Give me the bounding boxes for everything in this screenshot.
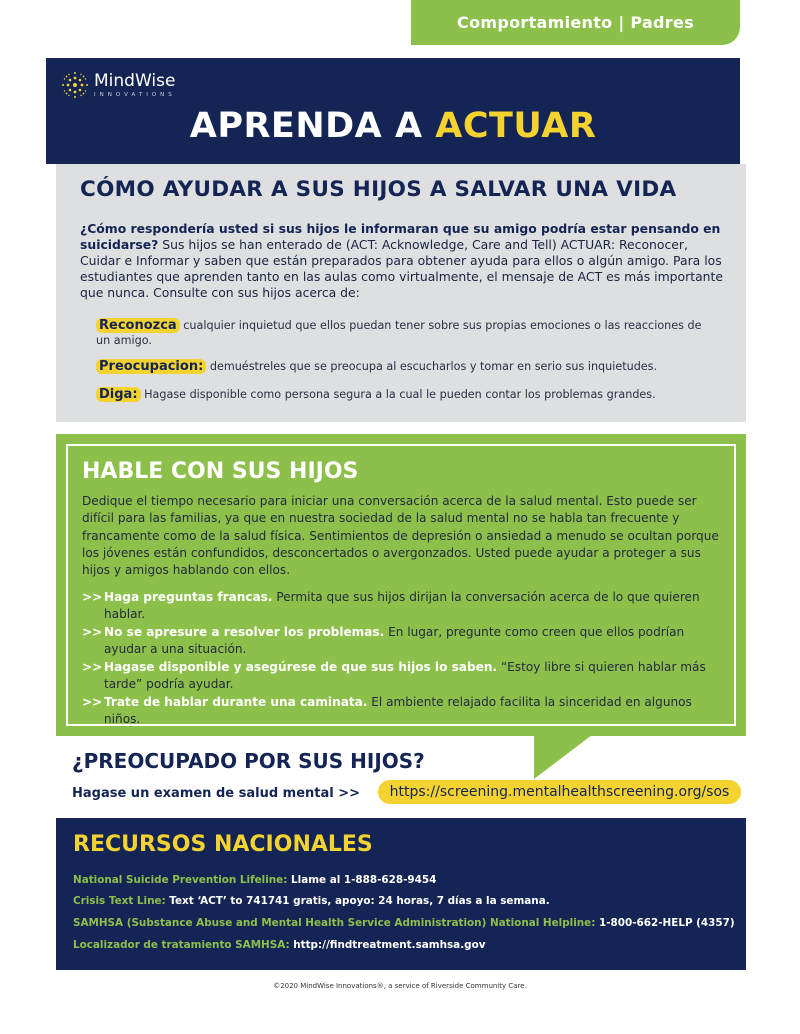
title-part1: APRENDA A — [189, 106, 436, 146]
arrow-right-icon: >> — [338, 786, 361, 801]
section1-intro — [80, 221, 730, 301]
bullet-lead: No se apresure a resolver los problemas. — [104, 625, 385, 639]
resource-line — [73, 917, 735, 929]
resource-label: SAMHSA (Substance Abuse and Mental Health Service Administration) National Helpline: — [73, 917, 596, 929]
bullet-text: “Estoy libre si quieren hablar más tarde” podría ayudar. — [104, 660, 706, 692]
help-save-life-section — [56, 164, 746, 422]
bullet-arrow-icon: >> — [82, 625, 103, 639]
act-text: cualquier inquietud que ellos puedan tener sobre sus propias emociones o las reacciones de un amigo. — [96, 319, 702, 347]
resource-line — [73, 874, 436, 886]
speech-bubble-tail — [534, 735, 592, 779]
resource-label: Crisis Text Line: — [73, 895, 166, 907]
bullet-text: El ambiente relajado facilita la sinceridad en algunos niños. — [104, 695, 692, 727]
bullet-text: Permita que sus hijos dirijan la conversación acerca de lo que quieren hablar. — [104, 590, 700, 622]
category-tab: Comportamiento | Padres — [411, 0, 740, 45]
copyright-footer: ©2020 MindWise Innovations®, a service of Riverside Community Care. — [273, 982, 527, 990]
talk-bullet — [82, 624, 722, 659]
resources-heading: RECURSOS NACIONALES — [73, 832, 373, 857]
bullet-lead: Haga preguntas francas. — [104, 590, 273, 604]
bullet-lead: Trate de hablar durante una caminata. — [104, 695, 368, 709]
section1-heading: CÓMO AYUDAR A SUS HIJOS A SALVAR UNA VIDA — [80, 177, 677, 202]
bullet-lead: Hagase disponible y asegúrese de que sus hijos lo saben. — [104, 660, 498, 674]
resource-label: National Suicide Prevention Lifeline: — [73, 874, 288, 886]
logo-subtitle: INNOVATIONS — [94, 91, 176, 98]
resource-line — [73, 939, 486, 951]
logo-name: MindWise — [94, 70, 176, 91]
bullet-arrow-icon: >> — [82, 590, 103, 604]
header-banner — [46, 58, 740, 164]
talk-section — [56, 434, 746, 736]
page-title — [46, 106, 740, 146]
talk-bullet — [82, 694, 722, 729]
exam-label — [72, 786, 360, 801]
exam-text: Hagase un examen de salud mental — [72, 786, 334, 801]
resource-link[interactable]: http://findtreatment.samhsa.gov — [289, 939, 486, 951]
act-item-reconozca — [96, 319, 716, 348]
title-highlight: ACTUAR — [435, 106, 597, 146]
act-text: demuéstreles que se preocupa al escucharlos y tomar en serio sus inquietudes. — [206, 360, 658, 373]
screening-link[interactable]: https://screening.mentalhealthscreening.org/sos — [378, 780, 741, 804]
section2-heading: HABLE CON SUS HIJOS — [82, 459, 359, 484]
mindwise-logo — [60, 70, 176, 100]
section2-body: Dedique el tiempo necesario para iniciar una conversación acerca de la salud mental. Esto puede ser difícil para las familias, ya que en nuestra sociedad de la salud mental no se habla tan frecuente y francamente como de la salud física. Sentimientos de depresión o ansiedad a menudo se ocultan porque los jóvenes están confundidos, desconcertados o avergonzados. Usted puede ayudar a proteger a sus hijos y amigos hablando con ellos. — [82, 494, 719, 578]
intro-question: ¿Cómo respondería usted si sus hijos le informaran que su amigo podría estar pensando en suicidarse? — [80, 221, 721, 252]
bullet-arrow-icon: >> — [82, 660, 103, 674]
talk-bullet — [82, 589, 722, 624]
resources-section — [56, 818, 746, 970]
resource-label: Localizador de tratamiento SAMHSA: — [73, 939, 290, 951]
resource-line — [73, 895, 550, 907]
bullet-text: En lugar, pregunte como creen que ellos podrían ayudar a una situación. — [104, 625, 685, 657]
act-key: Preocupacion: — [96, 359, 206, 374]
talk-frame — [66, 444, 736, 726]
act-key: Reconozca — [96, 318, 180, 333]
resource-text: 1-800-662-HELP (4357) — [595, 917, 735, 929]
act-item-preocupacion — [96, 360, 716, 375]
sunburst-icon — [60, 70, 90, 100]
bullet-arrow-icon: >> — [82, 695, 103, 709]
act-text: Hagase disponible como persona segura a la cual le pueden contar los problemas grandes. — [140, 388, 656, 401]
act-item-diga — [96, 388, 716, 403]
resource-text: Text ‘ACT’ to 741741 gratis, apoyo: 24 horas, 7 días a la semana. — [165, 895, 550, 907]
worried-heading: ¿PREOCUPADO POR SUS HIJOS? — [72, 749, 425, 773]
intro-text: Sus hijos se han enterado de (ACT: Acknowledge, Care and Tell) ACTUAR: Reconocer, Cuidar e Informar y saben que están preparados para obtener ayuda para ellos o algún amigo. Para los estudiantes que aprenden tanto en las aulas como virtualmente, el mensaje de ACT es más importante que nunca. Consulte con sus hijos acerca de: — [80, 237, 723, 300]
talk-bullet — [82, 659, 722, 694]
act-key: Diga: — [96, 387, 141, 402]
resource-text: Llame al 1-888-628-9454 — [287, 874, 437, 886]
